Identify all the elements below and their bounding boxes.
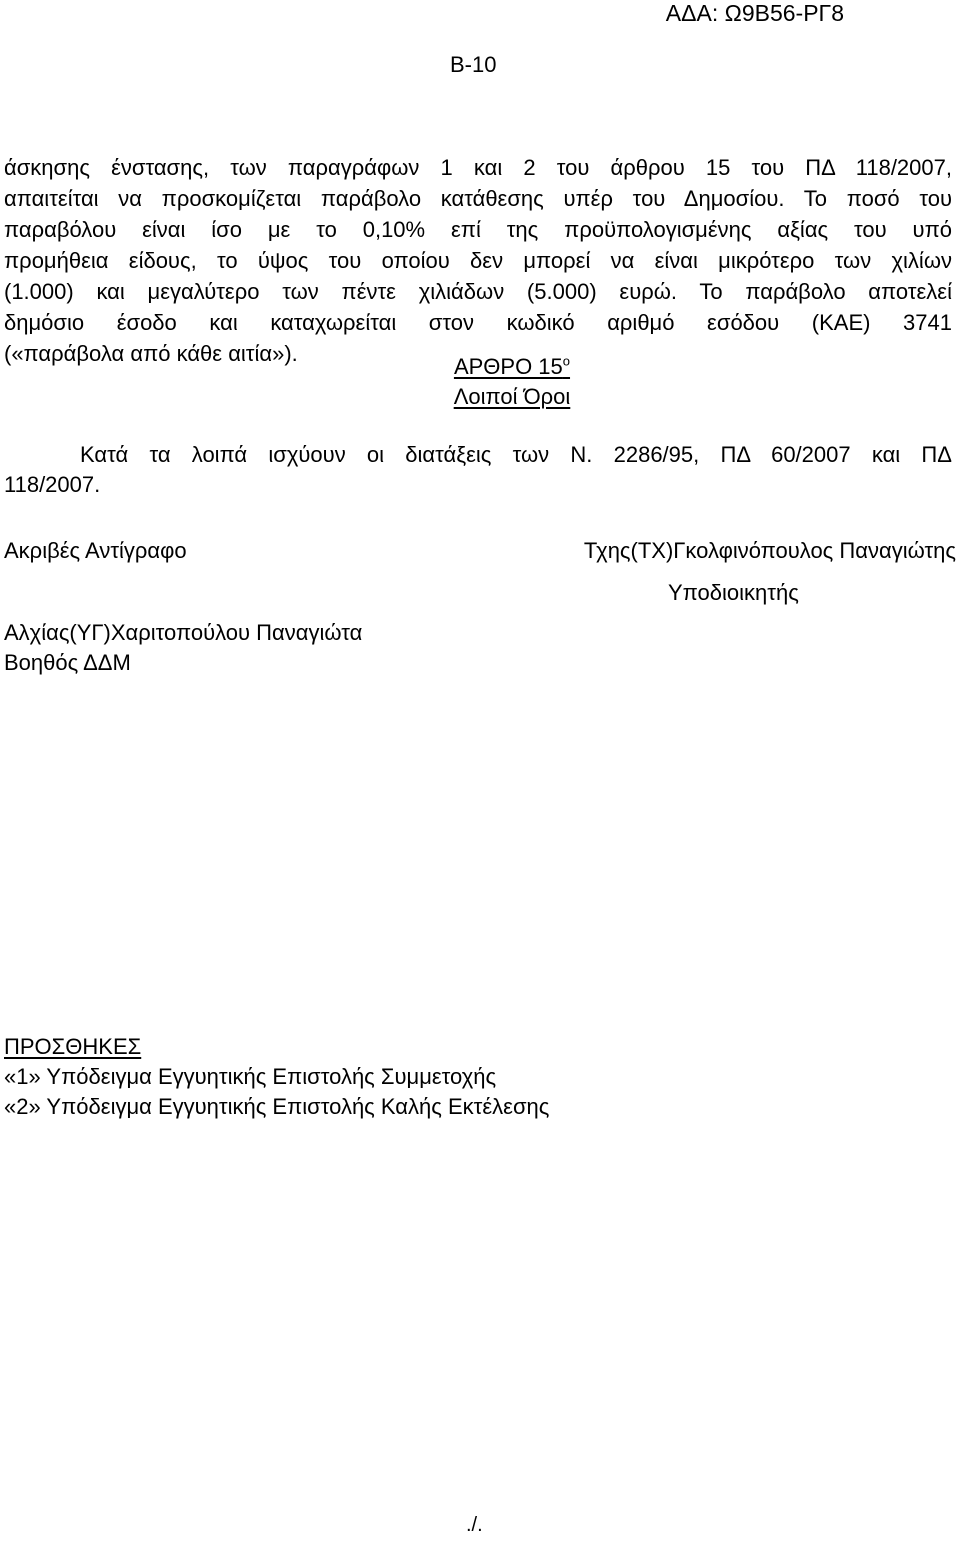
article-subtitle-text: Λοιποί Όροι	[453, 384, 571, 409]
article-title-text: ΑΡΘΡΟ 15	[453, 354, 563, 380]
signer-name: Τχης(ΤΧ)Γκολφινόπουλος Παναγιώτης	[583, 538, 956, 563]
body-paragraph	[4, 152, 952, 369]
paragraph-line: (1.000) και μεγαλύτερο των πέντε χιλιάδων (5.000) ευρώ. Το παράβολο αποτελεί	[4, 279, 952, 304]
paragraph-line: προμήθεια είδους, το ύψος του οποίου δεν μπορεί να είναι μικρότερο των χιλίων	[4, 248, 952, 273]
paragraph-line: («παράβολα από κάθε αιτία»).	[4, 341, 298, 366]
paragraph-line: άσκησης ένστασης, των παραγράφων 1 και 2 του άρθρου 15 του ΠΔ 118/2007,	[4, 155, 952, 180]
assistant-title: Βοηθός ΔΔΜ	[4, 650, 131, 675]
paragraph-line: δημόσιο έσοδο και καταχωρείται στον κωδικό αριθμό εσόδου (ΚΑΕ) 3741	[4, 310, 952, 335]
closing-line: Κατά τα λοιπά ισχύουν οι διατάξεις των Ν. 2286/95, ΠΔ 60/2007 και ΠΔ	[80, 442, 952, 467]
assistant-name: Αλχίας(ΥΓ)Χαριτοπούλου Παναγιώτα	[4, 620, 363, 645]
article-subtitle	[0, 384, 960, 410]
attachment-item: «1» Υπόδειγμα Εγγυητικής Επιστολής Συμμετοχής	[4, 1064, 497, 1089]
attachments-heading: ΠΡΟΣΘΗΚΕΣ	[4, 1034, 142, 1059]
paragraph-line: απαιτείται να προσκομίζεται παράβολο κατάθεσης υπέρ του Δημοσίου. Το ποσό του	[4, 186, 952, 211]
article-title	[0, 354, 960, 380]
ada-code: ΑΔΑ: Ω9Β56-ΡΓ8	[665, 0, 844, 26]
continuation-mark: ./.	[466, 1514, 483, 1536]
attachment-item: «2» Υπόδειγμα Εγγυητικής Επιστολής Καλής Εκτέλεσης	[4, 1094, 550, 1119]
certified-copy-label: Ακριβές Αντίγραφο	[4, 538, 187, 563]
signer-title: Υποδιοικητής	[668, 580, 799, 605]
page-label: Β-10	[450, 52, 497, 77]
paragraph-line: παραβόλου είναι ίσο με το 0,10% επί της προϋπολογισμένης αξίας του υπό	[4, 217, 952, 242]
article-title-superscript: ο	[562, 354, 571, 369]
closing-line: 118/2007.	[4, 472, 101, 497]
closing-paragraph	[4, 440, 952, 500]
